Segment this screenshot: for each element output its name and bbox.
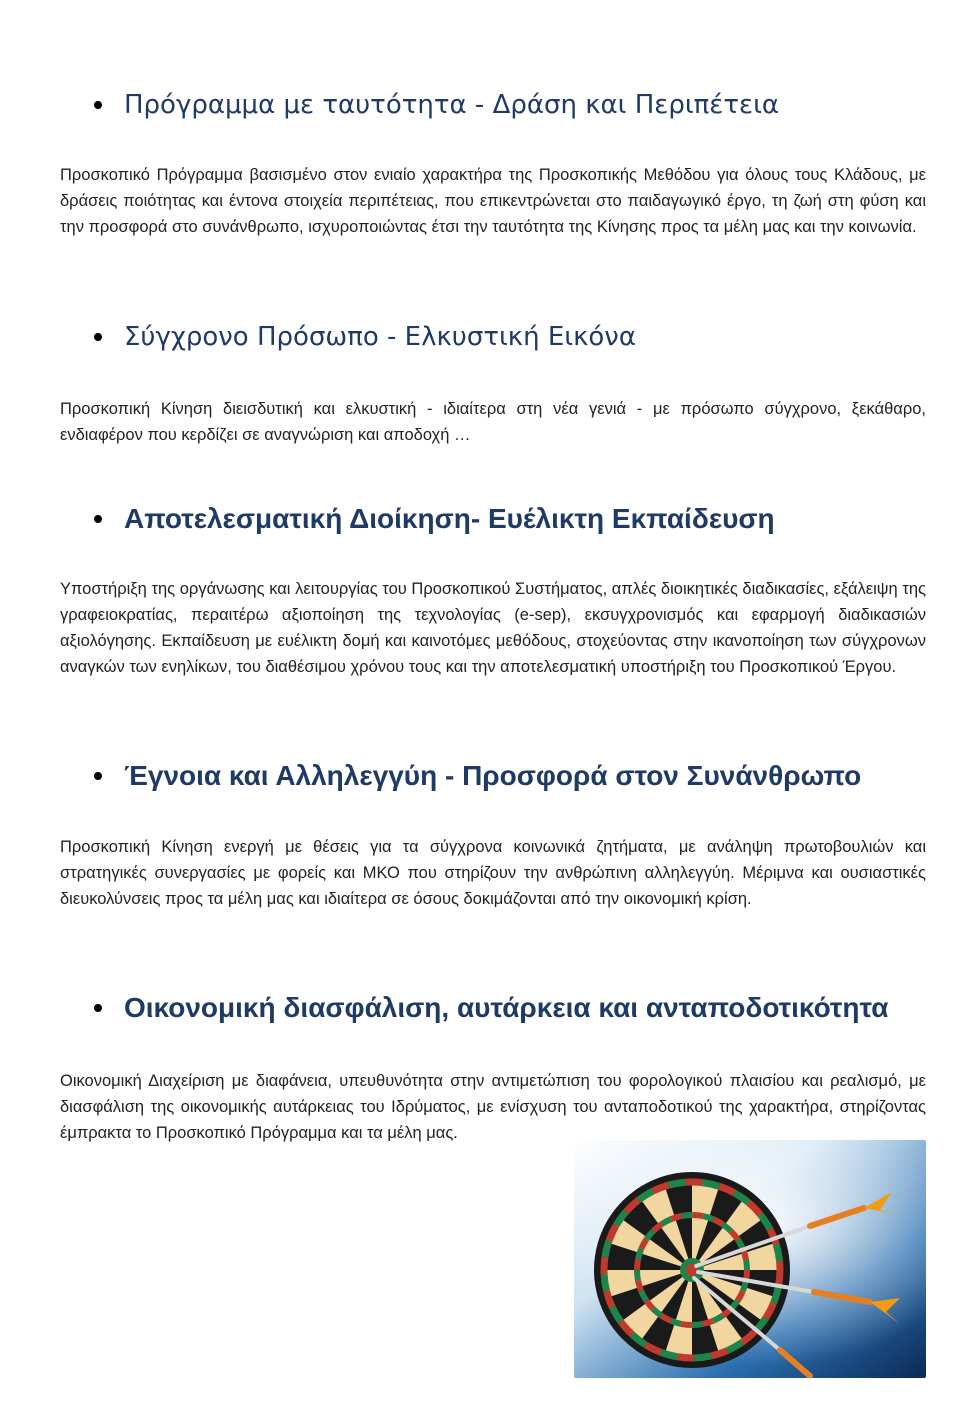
heading-text: Έγνοια και Αλληλεγγύη - Προσφορά στον Συνάνθρωπο: [124, 760, 862, 791]
bullet-icon: [94, 772, 102, 780]
section-paragraph-program: Προσκοπικό Πρόγραμμα βασισμένο στον ενιαίο χαρακτήρα της Προσκοπικής Μεθόδου για όλους τους Κλάδους, με δράσεις ποιότητας και έντονα στοιχεία περιπέτειας, που επικεντρώνεται στο παιδαγωγικό έργο, τη ζωή στη φύση και την προσφορά στο συνάνθρωπο, ισχυροποιώντας έτσι την ταυτότητα της Κίνησης προς τα μέλη μας και την κοινωνία.: [60, 166, 926, 236]
section-paragraph-administration: Υποστήριξη της οργάνωσης και λειτουργίας του Προσκοπικού Συστήματος, απλές διοικητικές διαδικασίες, εξάλειψη της γραφειοκρατίας, περαιτέρω αξιοποίηση της τεχνολογίας (e-sep), εκσυγχρονισμός και εφαρμογή διαδικασιών αξιολόγησης. Εκπαίδευση με ευέλικτη δομή και καινοτόμες μεθόδους, στοχεύοντας στην ικανοποίηση των σύγχρονων αναγκών των ενηλίκων, του διαθέσιμου χρόνου τους και την αποτελεσματική υποστήριξη του Προσκοπικού Έργου.: [60, 580, 926, 676]
section-paragraph-financial: Οικονομική Διαχείριση με διαφάνεια, υπευθυνότητα στην αντιμετώπιση του φορολογικού πλαισίου και ρεαλισμό, με διασφάλιση της οικονομικής αυτάρκειας του Ιδρύματος, με ενίσχυση του ανταποδοτικού της χαρακτήρα, στηρίζοντας έμπρακτα το Προσκοπικό Πρόγραμμα και τα μέλη μας.: [60, 1072, 926, 1142]
heading-text: Πρόγραμμα με ταυτότητα - Δράση και Περιπέτεια: [124, 90, 780, 120]
bullet-icon: [94, 1004, 102, 1012]
section-heading-modern-face: [60, 322, 926, 352]
bullet-icon: [94, 333, 102, 341]
heading-text: Αποτελεσματική Διοίκηση- Ευέλικτη Εκπαίδευση: [124, 503, 775, 534]
section-heading-solidarity: [60, 760, 926, 792]
heading-text: Οικονομική διασφάλιση, αυτάρκεια και ανταποδοτικότητα: [124, 992, 889, 1023]
section-heading-administration: [60, 503, 926, 535]
section-paragraph-solidarity: Προσκοπική Κίνηση ενεργή με θέσεις για τα σύγχρονα κοινωνικά ζητήματα, με ανάληψη πρωτοβουλιών και στρατηγικές συνεργασίες με φορείς και ΜΚΟ που στηρίζουν την ανθρώπινη αλληλεγγύη. Μέριμνα και ουσιαστικές διευκολύνσεις προς τα μέλη μας και ιδιαίτερα σε όσους δοκιμάζονται από την οικονομική κρίση.: [60, 838, 926, 908]
section-paragraph-modern-face: Προσκοπική Κίνηση διεισδυτική και ελκυστική - ιδιαίτερα στη νέα γενιά - με πρόσωπο σύγχρονο, ξεκάθαρο, ενδιαφέρον που κερδίζει σε αναγνώριση και αποδοχή …: [60, 400, 926, 444]
dartboard-image: [574, 1140, 926, 1378]
section-heading-program: [60, 90, 926, 120]
bullet-icon: [94, 515, 102, 523]
heading-text: Σύγχρονο Πρόσωπο - Ελκυστική Εικόνα: [124, 322, 636, 352]
section-heading-financial: [60, 992, 926, 1024]
bullet-icon: [94, 101, 102, 109]
dartboard-icon: [574, 1140, 926, 1378]
